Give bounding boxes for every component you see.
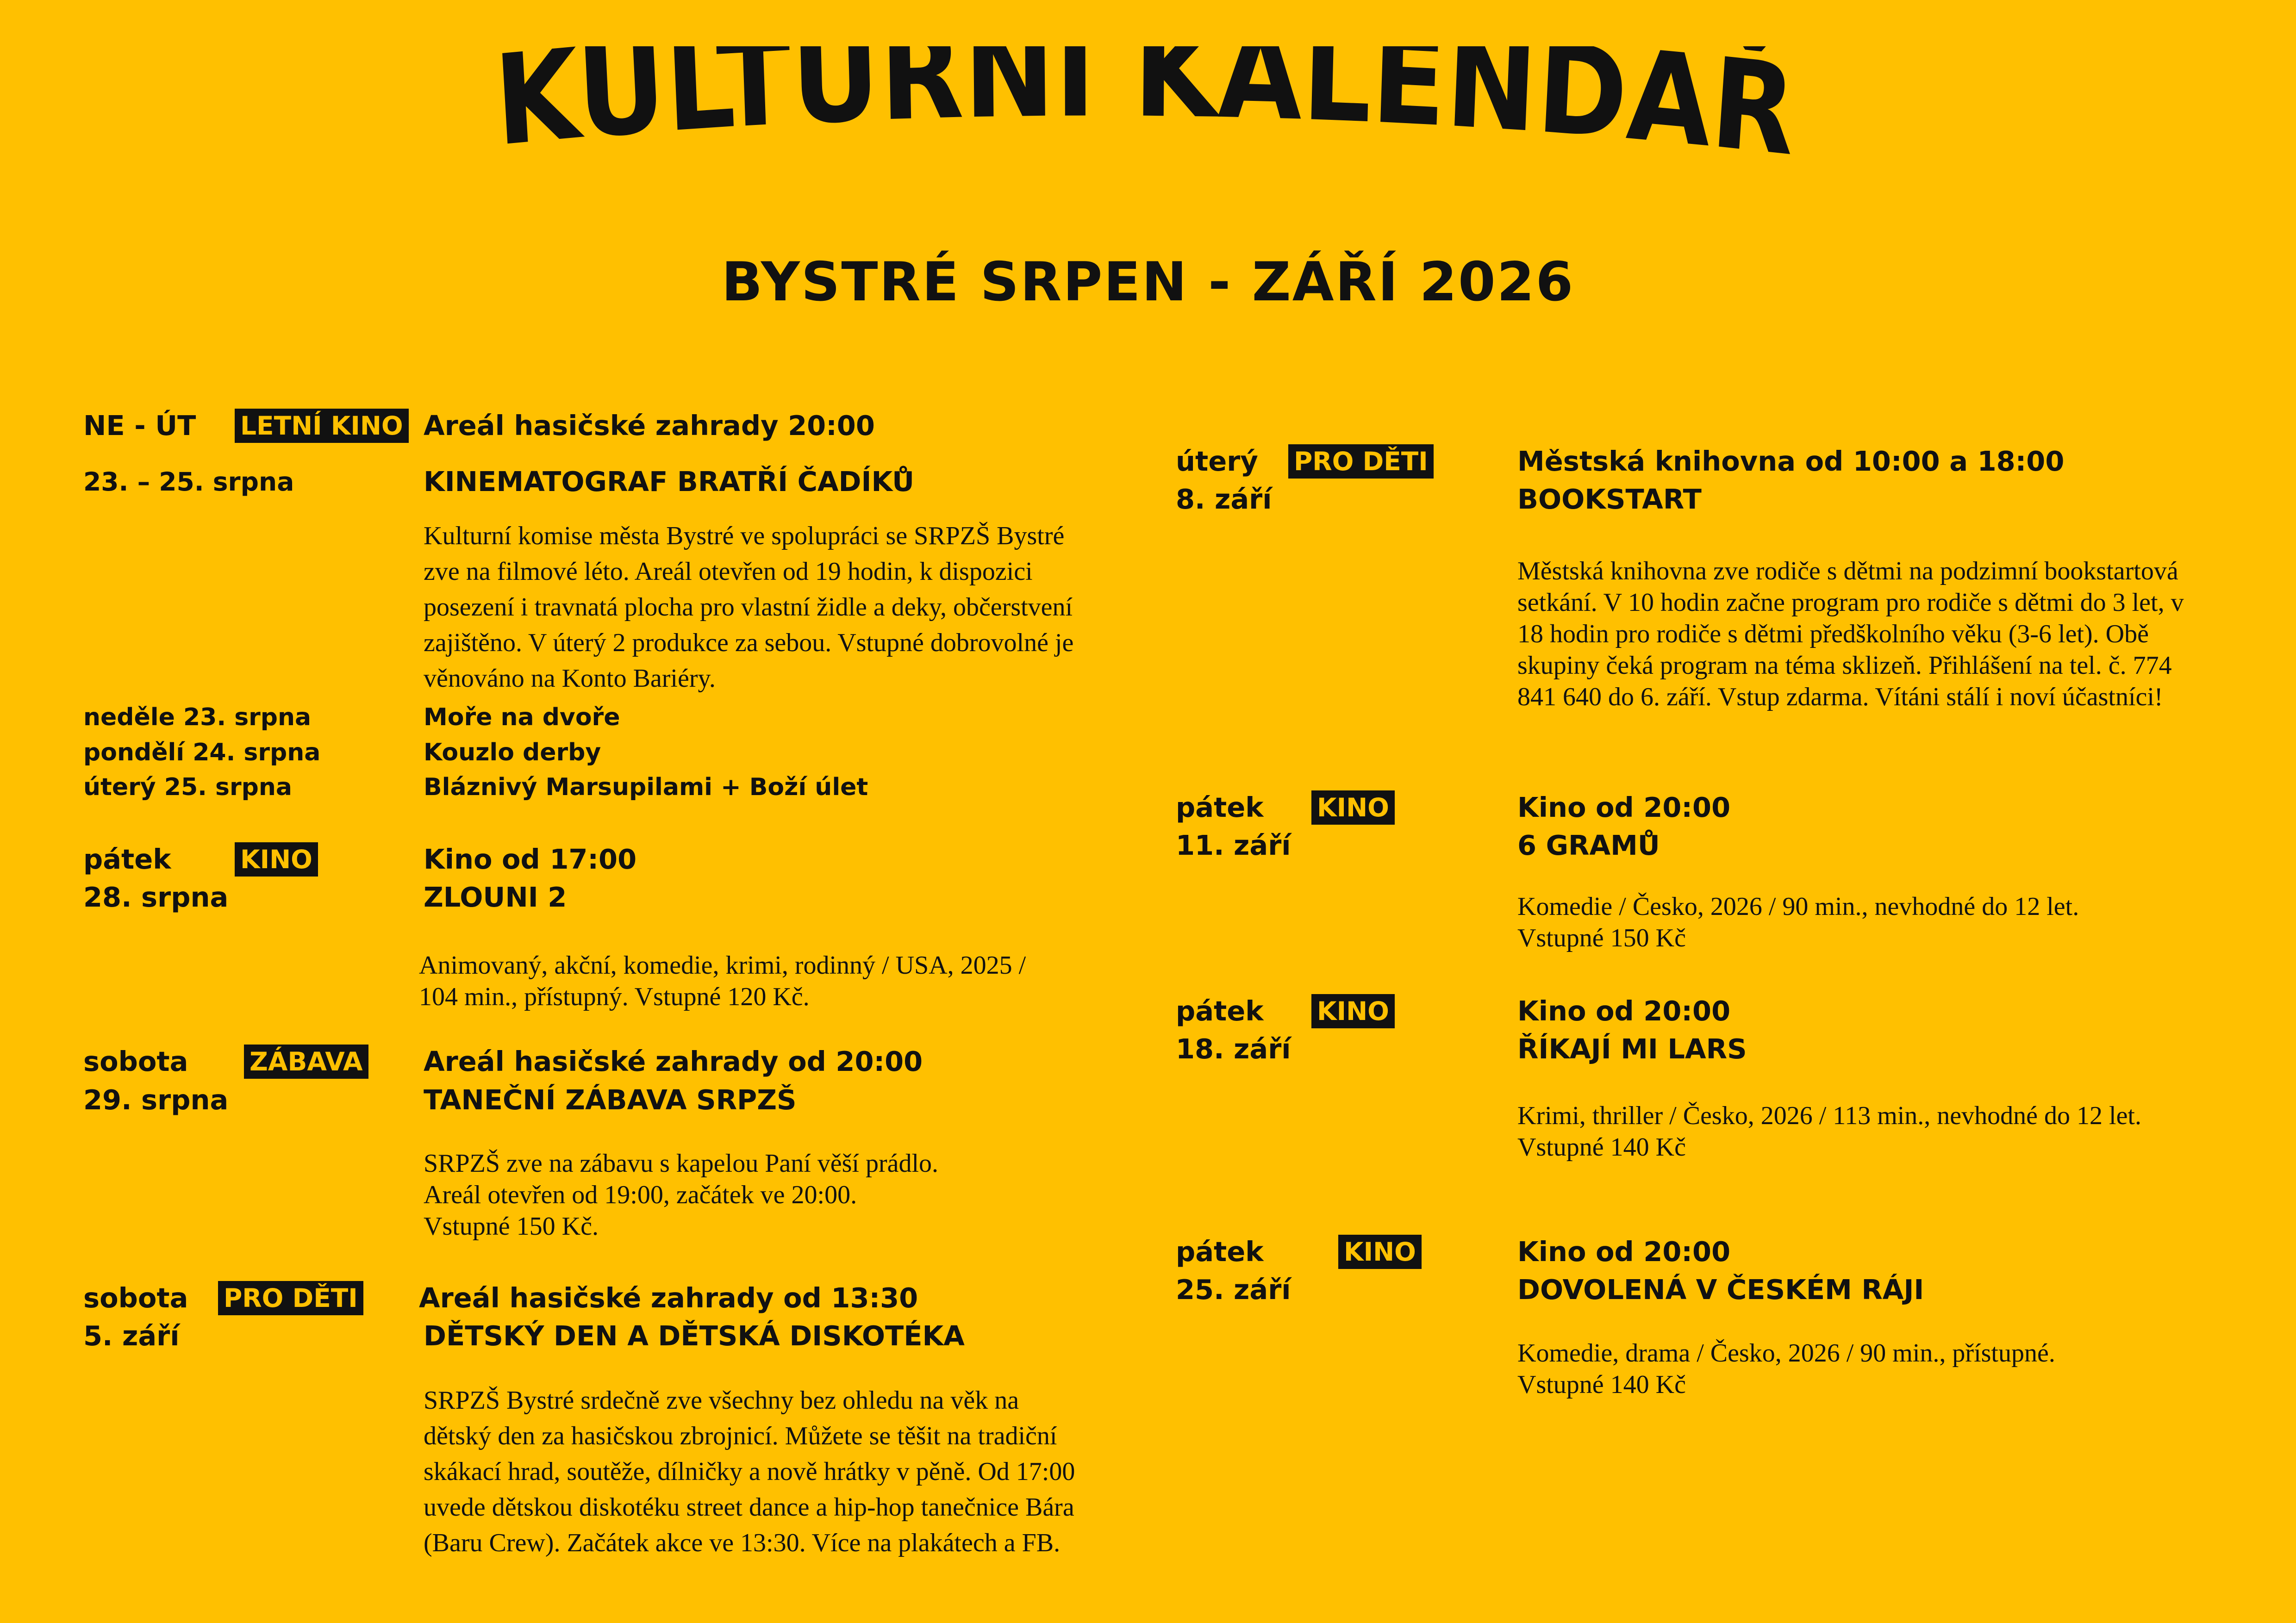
event-description: Komedie, drama / Česko, 2026 / 90 min., přístupné. Vstupné 140 Kč (1517, 1339, 2055, 1399)
event-venue: Areál hasičské zahrady od 13:30 (419, 1282, 918, 1314)
event-description: Krimi, thriller / Česko, 2026 / 113 min., nevhodné do 12 let. Vstupné 140 Kč (1517, 1101, 2141, 1162)
event-badge: KINO (235, 842, 318, 877)
event-description: SRPZŠ zve na zábavu s kapelou Paní věší prádlo. Areál otevřen od 19:00, začátek ve 20:00. Vstupné 150 Kč. (424, 1149, 939, 1241)
svg-text:KULTURNÍ KALENDÁŘ (498, 46, 1800, 184)
event-day: pátek (1176, 995, 1264, 1027)
event-day: pátek (1176, 791, 1264, 823)
event-time: Kino od 20:00 (1517, 791, 1731, 823)
event-name: BOOKSTART (1517, 483, 1702, 515)
event-badge: KINO (1311, 790, 1395, 825)
event-name: TANEČNÍ ZÁBAVA SRPZŠ (424, 1084, 797, 1116)
event-time: Kino od 20:00 (1517, 1236, 1731, 1268)
screening-day: neděle 23. srpna (83, 703, 312, 731)
event-description: Kulturní komise města Bystré ve spolupráci se SRPZŠ Bystré zve na filmové léto. Areál otevřen od 19 hodin, k dispozici posezení i travnatá plocha pro vlastní židle a deky, občerstvení zajištěno. V úterý 2 produkce za sebou. Vstupné dobrovolné je věnováno na Konto Bariéry. (424, 522, 1074, 693)
event-venue: Městská knihovna od 10:00 a 18:00 (1517, 445, 2065, 477)
event-date: 28. srpna (83, 881, 229, 913)
event-badge: ZÁBAVA (244, 1045, 368, 1079)
event-name: 6 GRAMŮ (1517, 829, 1660, 861)
event-date: 29. srpna (83, 1084, 229, 1116)
event-name: ŘÍKAJÍ MI LARS (1517, 1033, 1747, 1065)
event-day: sobota (83, 1282, 188, 1314)
event-venue: Areál hasičské zahrady 20:00 (424, 410, 875, 442)
event-description: Komedie / Česko, 2026 / 90 min., nevhodné do 12 let. Vstupné 150 Kč (1517, 892, 2079, 952)
event-day: sobota (83, 1045, 188, 1077)
event-name: DOVOLENÁ V ČESKÉM RÁJI (1517, 1274, 1924, 1306)
page-subtitle: BYSTRÉ SRPEN - ZÁŘÍ 2026 (721, 251, 1575, 313)
event-description: SRPZŠ Bystré srdečně zve všechny bez ohledu na věk na dětský den za hasičskou zbrojnicí. Můžete se těšit na tradiční skákací hrad, soutěže, dílničky a nově hrátky v pěně. Od 17:00 uvede dětskou diskotéku street dance a hip-hop tanečnice Bára (Baru Crew). Začátek akce ve 13:30. Více na plakátech a FB. (424, 1386, 1075, 1557)
screening-film: Bláznivý Marsupilami + Boží úlet (424, 773, 868, 801)
event-time: Kino od 17:00 (424, 843, 637, 875)
event-badge: LETNÍ KINO (235, 409, 409, 443)
event-date: 8. září (1176, 483, 1272, 515)
event-name: ZLOUNI 2 (424, 881, 567, 913)
event-date: 11. září (1176, 829, 1291, 861)
event-name: DĚTSKÝ DEN A DĚTSKÁ DISKOTÉKA (424, 1320, 965, 1352)
event-badge: PRO DĚTI (1288, 444, 1434, 479)
event-dates: 23. – 25. srpna (83, 467, 294, 497)
event-date: 5. září (83, 1320, 180, 1352)
event-badge: PRO DĚTI (218, 1281, 363, 1315)
event-badge: KINO (1338, 1235, 1422, 1269)
screening-film: Kouzlo derby (424, 739, 601, 766)
event-day: pátek (83, 843, 171, 875)
screening-day: úterý 25. srpna (83, 773, 292, 801)
event-day: úterý (1176, 445, 1258, 477)
event-date: 18. září (1176, 1033, 1291, 1065)
page-title-text: KULTURNÍ KALENDÁŘ (498, 46, 1793, 183)
event-days: NE - ÚT (83, 410, 196, 442)
event-time: Kino od 20:00 (1517, 995, 1731, 1027)
event-day: pátek (1176, 1236, 1264, 1268)
page-title (498, 46, 1808, 227)
event-date: 25. září (1176, 1274, 1291, 1306)
event-name: KINEMATOGRAF BRATŘÍ ČADÍKŮ (424, 466, 915, 497)
event-badge: KINO (1311, 994, 1395, 1028)
screening-film: Moře na dvoře (424, 703, 620, 731)
event-description: Animovaný, akční, komedie, krimi, rodinný / USA, 2025 / 104 min., přístupný. Vstupné 120 Kč. (419, 951, 1026, 1011)
event-venue: Areál hasičské zahrady od 20:00 (424, 1045, 923, 1077)
screening-day: pondělí 24. srpna (83, 739, 321, 766)
event-description: Městská knihovna zve rodiče s dětmi na podzimní bookstartová setkání. V 10 hodin začne program pro rodiče s dětmi do 3 let, v 18 hodin pro rodiče s dětmi předškolního věku (3-6 let). Obě skupiny čeká program na téma sklizeň. Přihlášení na tel. č. 774 841 640 do 6. září. Vstup zdarma. Vítáni stálí i noví účastníci! (1517, 557, 2184, 711)
